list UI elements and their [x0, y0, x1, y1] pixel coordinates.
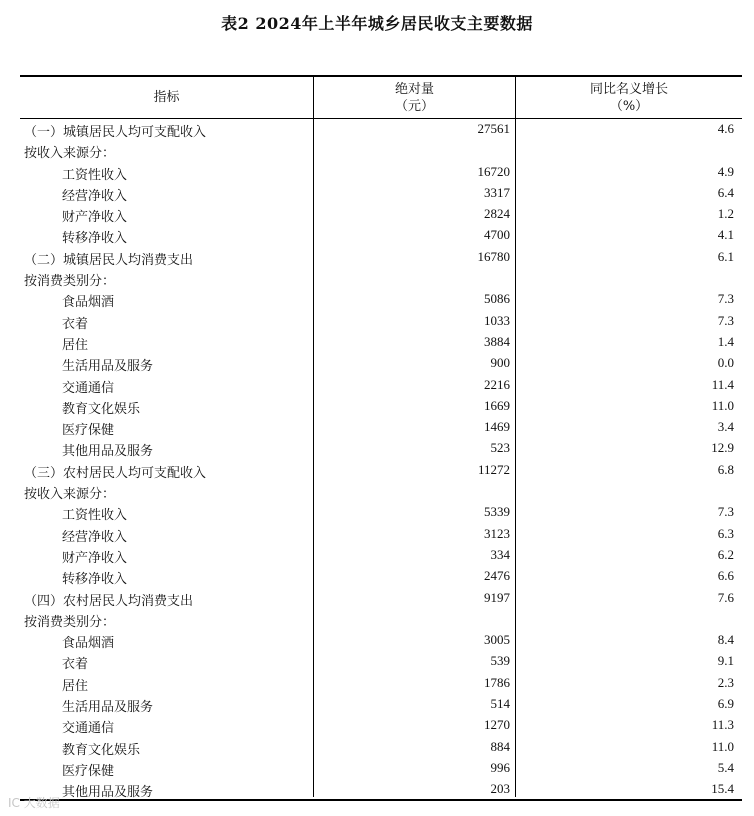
row-growth-value: 4.9 [717, 163, 734, 179]
row-indicator: 生活用品及服务 [62, 359, 154, 375]
row-indicator: 交通通信 [62, 380, 115, 396]
row-absolute-value: 514 [490, 696, 510, 712]
row-absolute-value: 5339 [484, 504, 510, 520]
row-indicator: 食品烟酒 [62, 636, 115, 652]
row-indicator: 教育文化娱乐 [62, 401, 141, 417]
row-growth-value: 1.4 [717, 333, 734, 349]
row-absolute-value: 3884 [484, 333, 510, 349]
table-row [20, 460, 742, 481]
row-indicator: 其他用品及服务 [62, 444, 154, 460]
table-row [20, 183, 742, 204]
row-indicator: 交通通信 [62, 721, 115, 737]
table-row [20, 630, 742, 651]
row-indicator: 工资性收入 [62, 508, 128, 524]
row-absolute-value: 2824 [484, 206, 510, 222]
table-row [20, 673, 742, 694]
row-growth-value: 6.8 [717, 461, 734, 477]
row-absolute-value: 9197 [484, 589, 510, 605]
row-absolute-value: 16780 [477, 248, 510, 264]
row-growth-value: 9.1 [717, 653, 734, 669]
table-row [20, 140, 742, 161]
table-row [20, 715, 742, 736]
row-growth-value: 11.0 [711, 397, 734, 413]
row-absolute-value: 884 [490, 738, 510, 754]
header-indicator [20, 77, 313, 118]
table-row [20, 502, 742, 523]
table-row [20, 588, 742, 609]
row-absolute-value: 900 [490, 355, 510, 371]
table-row [20, 417, 742, 438]
table-header [20, 77, 742, 119]
table-row [20, 353, 742, 374]
row-absolute-value: 3005 [484, 632, 510, 648]
row-indicator: 居住 [62, 678, 89, 694]
row-indicator: 按消费类别分： [24, 614, 116, 630]
row-growth-value: 6.2 [717, 546, 734, 562]
table-row [20, 566, 742, 587]
table-row [20, 225, 742, 246]
table-row [20, 332, 742, 353]
header-absolute-label: 绝对量 [394, 81, 434, 97]
row-growth-value: 15.4 [711, 781, 734, 797]
table-row [20, 396, 742, 417]
row-growth-value: 11.4 [711, 376, 734, 392]
row-growth-value: 11.0 [711, 738, 734, 754]
row-growth-value: 4.6 [717, 121, 734, 136]
table-row [20, 524, 742, 545]
row-growth-value: 7.3 [717, 291, 734, 307]
watermark-text: IC 大数据 [8, 796, 60, 810]
row-indicator: 教育文化娱乐 [62, 742, 141, 758]
row-absolute-value: 27561 [477, 121, 510, 136]
row-absolute-value: 2216 [484, 376, 510, 392]
row-growth-value: 3.4 [717, 419, 734, 435]
row-growth-value: 7.6 [717, 589, 734, 605]
row-absolute-value: 11272 [477, 461, 510, 477]
table-row [20, 289, 742, 310]
table-title: 表2 2024年上半年城乡居民收支主要数据 [221, 14, 533, 33]
row-indicator: 其他用品及服务 [62, 785, 154, 801]
row-indicator: 居住 [62, 337, 89, 353]
row-absolute-value: 5086 [484, 291, 510, 307]
row-growth-value: 6.3 [717, 525, 734, 541]
row-growth-value: 0.0 [717, 355, 734, 371]
row-absolute-value: 1669 [484, 397, 510, 413]
row-indicator: 转移净收入 [62, 572, 128, 588]
row-indicator: 财产净收入 [62, 210, 128, 226]
row-absolute-value: 996 [490, 759, 510, 775]
row-indicator: 医疗保健 [62, 423, 115, 439]
row-absolute-value: 1786 [484, 674, 510, 690]
table-row [20, 651, 742, 672]
data-table [20, 75, 742, 801]
table-row [20, 247, 742, 268]
row-absolute-value: 1469 [484, 419, 510, 435]
table-row [20, 737, 742, 758]
row-absolute-value: 4700 [484, 227, 510, 243]
row-indicator: 衣着 [62, 316, 89, 332]
row-absolute-value: 2476 [484, 568, 510, 584]
row-growth-value: 6.4 [717, 184, 734, 200]
row-absolute-value: 3317 [484, 184, 510, 200]
row-growth-value: 1.2 [717, 206, 734, 222]
row-absolute-value: 3123 [484, 525, 510, 541]
row-growth-value: 7.3 [717, 504, 734, 520]
table-row [20, 545, 742, 566]
row-absolute-value: 16720 [477, 163, 510, 179]
row-indicator: 转移净收入 [62, 231, 128, 247]
row-indicator: 经营净收入 [62, 529, 128, 545]
row-indicator: 生活用品及服务 [62, 700, 154, 716]
header-growth-label: 同比名义增长 [589, 81, 668, 97]
header-growth [516, 77, 742, 118]
row-growth-value: 8.4 [717, 632, 734, 648]
table-row [20, 268, 742, 289]
table-row [20, 694, 742, 715]
row-indicator: 食品烟酒 [62, 295, 115, 311]
row-growth-value: 7.3 [717, 312, 734, 328]
row-absolute-value: 1033 [484, 312, 510, 328]
row-absolute-value: 539 [490, 653, 510, 669]
row-indicator: 按收入来源分： [24, 487, 116, 503]
row-indicator: 按收入来源分： [24, 146, 116, 162]
table-row [20, 779, 742, 800]
row-indicator: 经营净收入 [62, 188, 128, 204]
table-row [20, 162, 742, 183]
row-indicator: （三）农村居民人均可支配收入 [24, 465, 207, 481]
row-indicator: 按消费类别分： [24, 274, 116, 290]
row-absolute-value: 203 [490, 781, 510, 797]
row-growth-value: 6.9 [717, 696, 734, 712]
row-absolute-value: 523 [490, 440, 510, 456]
table-row [20, 758, 742, 779]
row-growth-value: 12.9 [711, 440, 734, 456]
row-growth-value: 6.6 [717, 568, 734, 584]
row-growth-value: 4.1 [717, 227, 734, 243]
row-growth-value: 6.1 [717, 248, 734, 264]
header-absolute [314, 77, 515, 118]
table-row [20, 481, 742, 502]
row-indicator: 工资性收入 [62, 167, 128, 183]
table-body [20, 119, 742, 801]
row-absolute-value: 1270 [484, 717, 510, 733]
header-absolute-unit: （元） [394, 98, 434, 114]
header-growth-unit: （%） [609, 98, 649, 114]
table-row [20, 119, 742, 140]
row-indicator: 衣着 [62, 657, 89, 673]
row-growth-value: 2.3 [717, 674, 734, 690]
row-growth-value: 5.4 [717, 759, 734, 775]
row-indicator: 医疗保健 [62, 763, 115, 779]
table-row [20, 609, 742, 630]
header-indicator-label: 指标 [153, 90, 180, 105]
row-indicator: （一）城镇居民人均可支配收入 [24, 125, 207, 140]
table-row [20, 438, 742, 459]
table-row [20, 311, 742, 332]
row-indicator: （二）城镇居民人均消费支出 [24, 252, 194, 268]
row-absolute-value: 334 [490, 546, 510, 562]
table-row [20, 204, 742, 225]
row-indicator: 财产净收入 [62, 550, 128, 566]
row-growth-value: 11.3 [711, 717, 734, 733]
table-row [20, 375, 742, 396]
row-indicator: （四）农村居民人均消费支出 [24, 593, 194, 609]
